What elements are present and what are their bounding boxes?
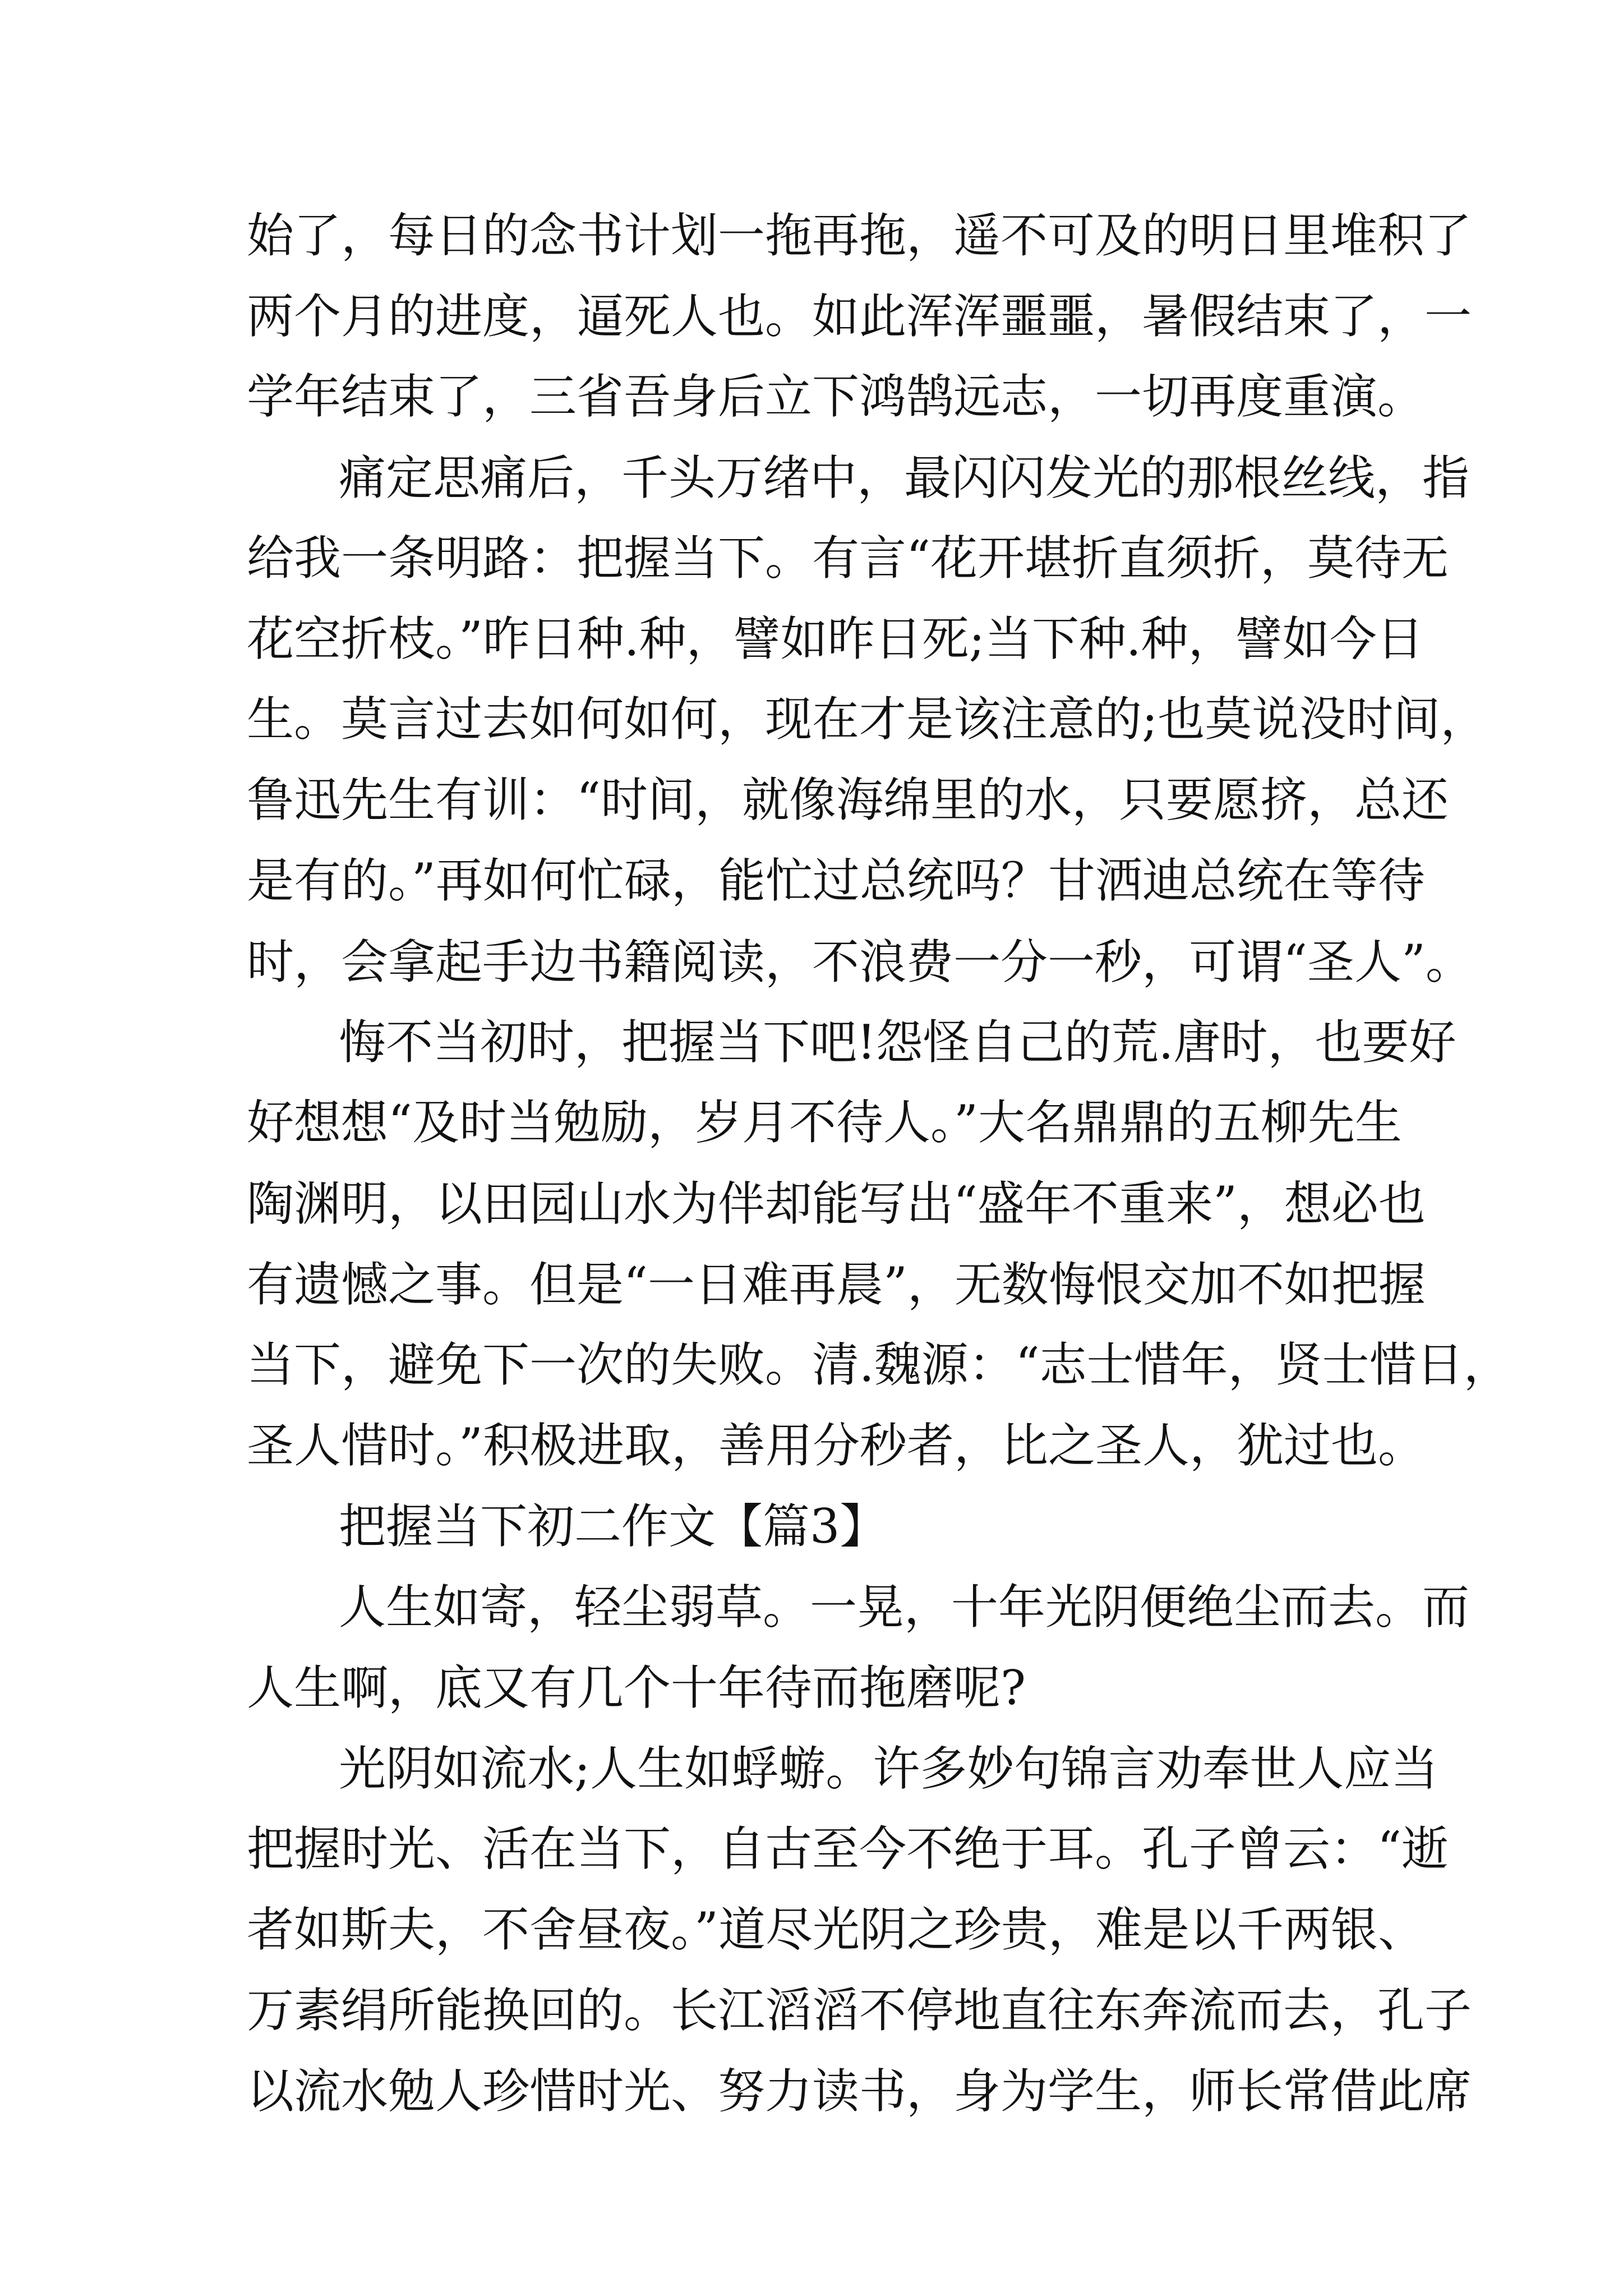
section-heading-text: 把握当下初二作文【篇3】 bbox=[339, 1499, 887, 1554]
text-line-content: 有遗憾之事。但是“一日难再晨”，无数悔恨交加不如把握 bbox=[247, 1257, 1426, 1312]
text-line bbox=[0, 758, 1623, 842]
text-line-content: 当下，避免下一次的失败。清.魏源：“志士惜年，贤士惜日， bbox=[247, 1337, 1511, 1392]
text-line bbox=[0, 1646, 1623, 1730]
text-line bbox=[0, 1404, 1623, 1488]
text-line bbox=[0, 839, 1623, 923]
text-line bbox=[0, 920, 1623, 1004]
text-line bbox=[0, 2049, 1623, 2133]
text-line bbox=[0, 1000, 1623, 1084]
text-line bbox=[0, 1807, 1623, 1891]
text-line-content: 以流水勉人珍惜时光、努力读书，身为学生，师长常借此席 bbox=[247, 2064, 1472, 2119]
text-line-content: 两个月的进度，逼死人也。如此浑浑噩噩，暑假结束了，一 bbox=[247, 289, 1472, 344]
text-line bbox=[0, 1162, 1623, 1246]
text-line-content: 生。莫言过去如何如何，现在才是该注意的;也莫说没时间， bbox=[247, 692, 1488, 747]
section-heading bbox=[0, 1484, 1623, 1568]
text-line-content: 圣人惜时。”积极进取，善用分秒者，比之圣人，犹过也。 bbox=[247, 1418, 1425, 1473]
text-line-content: 给我一条明路：把握当下。有言“花开堪折直须折，莫待无 bbox=[247, 531, 1449, 586]
text-line-content: 把握时光、活在当下，自古至今不绝于耳。孔子曾云：“逝 bbox=[247, 1821, 1449, 1876]
text-line-content: 悔不当初时，把握当下吧!怨怪自己的荒.唐时，也要好 bbox=[339, 1015, 1456, 1070]
text-line bbox=[0, 1243, 1623, 1327]
text-line-content: 花空折枝。”昨日种.种，譬如昨日死;当下种.种，譬如今日 bbox=[247, 611, 1424, 666]
text-line bbox=[0, 516, 1623, 600]
text-line bbox=[0, 1080, 1623, 1165]
text-line bbox=[0, 1323, 1623, 1407]
text-line-content: 陶渊明，以田园山水为伴却能写出“盛年不重来”，想必也 bbox=[247, 1176, 1426, 1231]
text-line-content: 学年结束了，三省吾身后立下鸿鹄远志，一切再度重演。 bbox=[247, 369, 1425, 424]
text-line bbox=[0, 355, 1623, 439]
text-line bbox=[0, 1727, 1623, 1811]
text-line-content: 时，会拿起手边书籍阅读，不浪费一分一秒，可谓“圣人”。 bbox=[247, 935, 1473, 990]
text-line-content: 始了，每日的念书计划一拖再拖，遥不可及的明日里堆积了 bbox=[247, 208, 1472, 263]
text-line bbox=[0, 194, 1623, 278]
text-line-content: 好想想“及时当勉励，岁月不待人。”大名鼎鼎的五柳先生 bbox=[247, 1095, 1402, 1150]
text-line bbox=[0, 274, 1623, 358]
text-line-content: 光阴如流水;人生如蜉蝣。许多妙句锦言劝奉世人应当 bbox=[339, 1741, 1438, 1796]
text-line-content: 万素绢所能换回的。长江滔滔不停地直往东奔流而去，孔子 bbox=[247, 1983, 1472, 2038]
text-line bbox=[0, 597, 1623, 681]
text-line bbox=[0, 1968, 1623, 2053]
text-line bbox=[0, 1565, 1623, 1649]
text-line-content: 鲁迅先生有训：“时间，就像海绵里的水，只要愿挤，总还 bbox=[247, 772, 1449, 827]
text-line-content: 人生如寄，轻尘弱草。一晃，十年光阴便绝尘而去。而 bbox=[339, 1580, 1470, 1635]
text-line-content: 痛定思痛后，千头万绪中，最闪闪发光的那根丝线，指 bbox=[339, 450, 1470, 505]
text-line bbox=[0, 677, 1623, 761]
text-line-content: 者如斯夫，不舍昼夜。”道尽光阴之珍贵，难是以千两银、 bbox=[247, 1902, 1425, 1957]
text-line-content: 人生啊，底又有几个十年待而拖磨呢? bbox=[247, 1660, 1026, 1715]
text-line-content: 是有的。”再如何忙碌，能忙过总统吗？甘洒迪总统在等待 bbox=[247, 853, 1425, 908]
text-line bbox=[0, 436, 1623, 520]
text-line bbox=[0, 1888, 1623, 1972]
